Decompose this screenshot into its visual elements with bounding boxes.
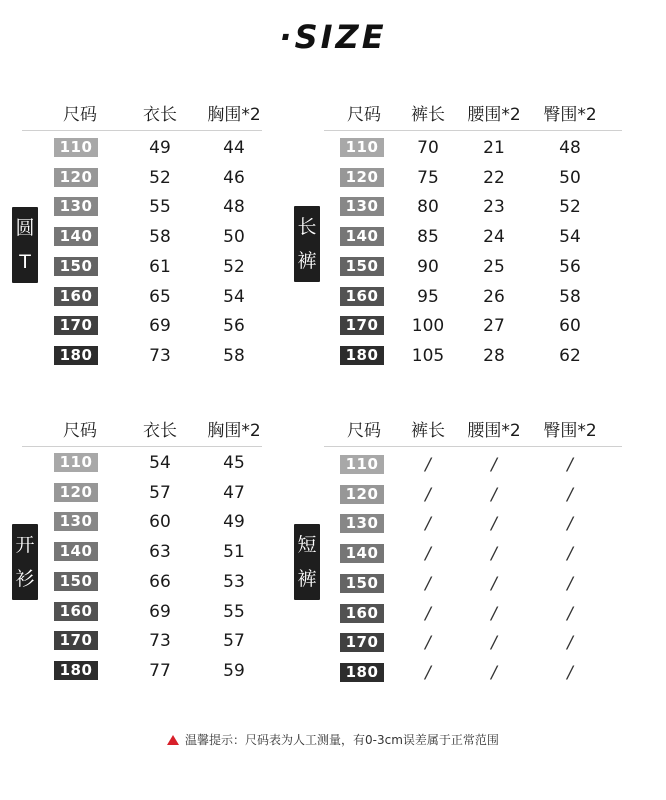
warning-triangle-icon	[167, 735, 179, 745]
table-row	[12, 567, 262, 597]
column-header: 尺码	[347, 421, 381, 441]
table-row	[294, 539, 622, 569]
header-divider	[22, 446, 262, 447]
table-cell: /	[425, 484, 431, 505]
table-row	[12, 311, 262, 341]
size-badge: 150	[340, 574, 384, 593]
column-header: 尺码	[347, 105, 381, 125]
table-cell: 60	[149, 512, 171, 533]
table-row	[294, 311, 622, 341]
column-header: 尺码	[63, 421, 97, 441]
table-row	[294, 628, 622, 658]
table-cell: 28	[483, 345, 505, 366]
table-cell: /	[491, 573, 497, 594]
size-badge: 160	[340, 604, 384, 623]
size-badge: 140	[54, 227, 98, 246]
table-cell: /	[491, 514, 497, 535]
table-cell: 69	[149, 316, 171, 337]
table-cell: 21	[483, 138, 505, 158]
table-cell: 46	[223, 167, 245, 188]
table-row	[12, 448, 262, 478]
table-row	[12, 626, 262, 656]
table-cell: /	[425, 573, 431, 594]
table-cell: 58	[559, 286, 581, 307]
category-label-char: 圆	[15, 217, 35, 239]
column-header: 臀围*2	[543, 105, 597, 125]
column-header: 胸围*2	[207, 421, 261, 441]
table-cell: /	[567, 603, 573, 624]
table-row	[12, 163, 262, 193]
table-cell: 77	[149, 660, 171, 681]
size-badge: 150	[340, 257, 384, 276]
table-cell: 23	[483, 197, 505, 218]
table-row	[12, 192, 262, 222]
size-badge: 170	[340, 633, 384, 652]
table-cell: 48	[559, 138, 581, 158]
size-badge: 160	[54, 602, 98, 621]
size-badge: 120	[340, 168, 384, 187]
size-badge: 120	[54, 483, 98, 502]
table-cell: 63	[149, 542, 171, 563]
table-cell: 60	[559, 316, 581, 337]
size-badge: 110	[54, 138, 98, 157]
table-cell: 25	[483, 256, 505, 277]
table-cell: 52	[149, 167, 171, 188]
table-cell: /	[567, 455, 573, 475]
category-label-char: 裤	[297, 568, 317, 590]
size-table-shorts	[294, 416, 622, 706]
table-row	[294, 341, 622, 371]
table-cell: /	[491, 544, 497, 565]
table-cell: 54	[559, 227, 581, 248]
table-row	[294, 163, 622, 193]
table-cell: 49	[223, 512, 245, 533]
size-badge: 140	[54, 542, 98, 561]
table-cell: /	[567, 573, 573, 594]
table-cell: 56	[559, 256, 581, 277]
table-cell: 61	[149, 256, 171, 277]
table-cell: /	[425, 662, 431, 683]
table-row	[12, 133, 262, 163]
table-cell: 57	[149, 482, 171, 503]
column-header: 衣长	[143, 421, 177, 441]
table-row	[12, 597, 262, 627]
table-cell: 49	[149, 138, 171, 158]
table-cell: 50	[223, 227, 245, 248]
size-badge: 170	[340, 316, 384, 335]
table-cell: 51	[223, 542, 245, 563]
table-cell: 73	[149, 631, 171, 652]
size-badge: 130	[340, 514, 384, 533]
table-row	[294, 509, 622, 539]
table-cell: 47	[223, 482, 245, 503]
table-cell: 27	[483, 316, 505, 337]
table-cell: 100	[411, 316, 445, 337]
page-title: ·SIZE	[279, 18, 387, 56]
table-row	[294, 133, 622, 163]
column-header: 臀围*2	[543, 421, 597, 441]
size-table-long-pants	[294, 100, 622, 390]
table-row	[294, 222, 622, 252]
category-label-char: 裤	[297, 250, 317, 272]
table-row	[294, 282, 622, 312]
size-badge: 140	[340, 544, 384, 563]
table-cell: 48	[223, 197, 245, 218]
table-cell: 57	[223, 631, 245, 652]
size-badge: 150	[54, 572, 98, 591]
table-cell: 66	[149, 571, 171, 592]
table-cell: /	[491, 484, 497, 505]
size-badge: 130	[54, 512, 98, 531]
table-cell: /	[491, 603, 497, 624]
table-row	[12, 478, 262, 508]
table-cell: 55	[149, 197, 171, 218]
header-divider	[22, 130, 262, 131]
category-label-char: 开	[15, 534, 35, 556]
table-cell: /	[567, 544, 573, 565]
table-cell: /	[567, 484, 573, 505]
table-row	[294, 450, 622, 480]
size-badge: 110	[340, 138, 384, 157]
table-row	[12, 222, 262, 252]
size-badge: 140	[340, 227, 384, 246]
table-cell: 56	[223, 316, 245, 337]
table-row	[12, 282, 262, 312]
table-row	[294, 252, 622, 282]
header-divider	[324, 130, 622, 131]
table-cell: 105	[411, 345, 445, 366]
table-cell: 55	[223, 601, 245, 622]
category-label-char: 短	[297, 534, 317, 556]
size-badge: 160	[54, 287, 98, 306]
table-cell: 45	[223, 453, 245, 473]
size-table-cardigan	[12, 416, 262, 706]
size-badge: 180	[54, 661, 98, 680]
table-row	[12, 537, 262, 567]
table-cell: 73	[149, 345, 171, 366]
column-header: 衣长	[143, 105, 177, 125]
table-row	[294, 599, 622, 629]
table-cell: 26	[483, 286, 505, 307]
table-cell: /	[567, 514, 573, 535]
size-badge: 170	[54, 316, 98, 335]
table-cell: 52	[223, 256, 245, 277]
size-badge: 180	[340, 346, 384, 365]
table-cell: 54	[223, 286, 245, 307]
size-badge: 120	[340, 485, 384, 504]
table-cell: /	[425, 633, 431, 654]
table-cell: 44	[223, 138, 245, 158]
column-header: 腰围*2	[467, 105, 521, 125]
table-cell: 70	[417, 138, 439, 158]
table-row	[294, 569, 622, 599]
size-table-round-t	[12, 100, 262, 390]
size-badge: 130	[340, 197, 384, 216]
table-cell: 52	[559, 197, 581, 218]
table-cell: /	[491, 633, 497, 654]
table-cell: 58	[149, 227, 171, 248]
table-cell: /	[567, 633, 573, 654]
measurement-note-text: 温馨提示：尺码表为人工测量，有0-3cm误差属于正常范围	[185, 733, 499, 747]
column-header: 裤长	[411, 105, 445, 125]
size-badge: 110	[54, 453, 98, 472]
size-badge: 150	[54, 257, 98, 276]
table-cell: 80	[417, 197, 439, 218]
table-cell: /	[491, 455, 497, 475]
table-cell: 50	[559, 167, 581, 188]
header-divider	[324, 446, 622, 447]
table-cell: 59	[223, 660, 245, 681]
size-badge: 160	[340, 287, 384, 306]
size-badge: 130	[54, 197, 98, 216]
table-cell: 53	[223, 571, 245, 592]
table-cell: 85	[417, 227, 439, 248]
table-cell: /	[425, 544, 431, 565]
table-row	[294, 192, 622, 222]
table-cell: 75	[417, 167, 439, 188]
table-cell: 69	[149, 601, 171, 622]
size-badge: 180	[54, 346, 98, 365]
size-badge: 120	[54, 168, 98, 187]
table-cell: 90	[417, 256, 439, 277]
column-header: 腰围*2	[467, 421, 521, 441]
table-cell: 65	[149, 286, 171, 307]
table-row	[12, 252, 262, 282]
table-row	[12, 341, 262, 371]
category-label-char: T	[19, 251, 31, 273]
measurement-note	[0, 731, 666, 748]
column-header: 胸围*2	[207, 105, 261, 125]
table-cell: 58	[223, 345, 245, 366]
table-cell: /	[567, 662, 573, 683]
table-cell: 95	[417, 286, 439, 307]
table-cell: 22	[483, 167, 505, 188]
table-cell: /	[425, 603, 431, 624]
table-cell: /	[491, 662, 497, 683]
size-badge: 180	[340, 663, 384, 682]
table-cell: 24	[483, 227, 505, 248]
table-cell: /	[425, 514, 431, 535]
table-row	[294, 480, 622, 510]
size-badge: 170	[54, 631, 98, 650]
column-header: 裤长	[411, 421, 445, 441]
table-cell: 54	[149, 453, 171, 473]
table-cell: 62	[559, 345, 581, 366]
category-label-char: 衫	[15, 568, 35, 590]
table-row	[12, 656, 262, 686]
size-badge: 110	[340, 455, 384, 474]
category-label-char: 长	[297, 216, 317, 238]
table-row	[294, 658, 622, 688]
column-header: 尺码	[63, 105, 97, 125]
table-row	[12, 507, 262, 537]
table-cell: /	[425, 455, 431, 475]
